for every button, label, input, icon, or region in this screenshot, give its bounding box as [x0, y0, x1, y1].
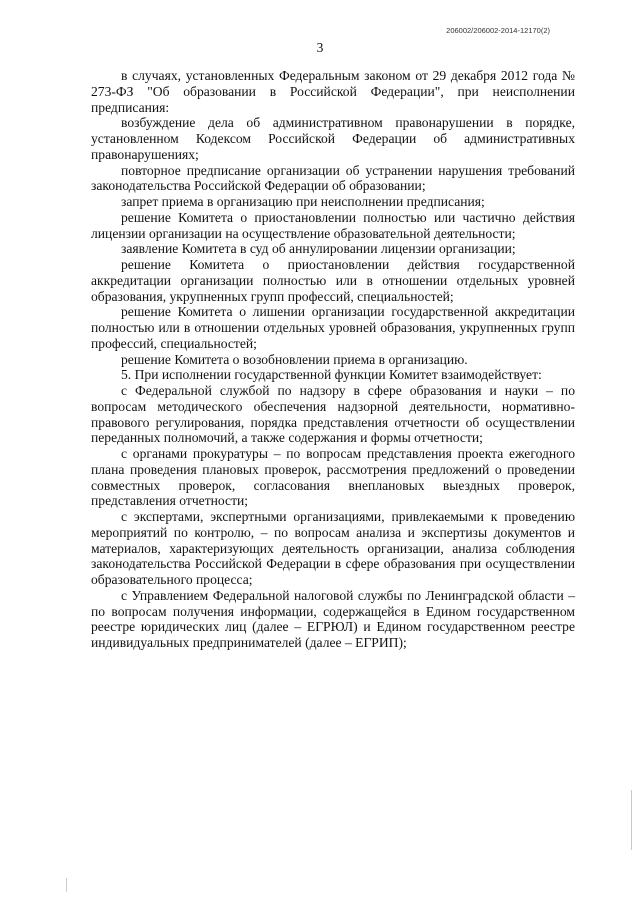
- paragraph: запрет приема в организацию при неисполнении предписания;: [121, 194, 485, 209]
- paragraph: с органами прокуратуры – по вопросам представления проекта ежегодного плана проведения плановых проверок, рассмотрения предложений о проведении совместных проверок, согласования внеплановых выездных проверок, представления отчетности;: [91, 446, 575, 509]
- paragraph: с Управлением Федеральной налоговой службы по Ленинградской области – по вопросам получения информации, содержащейся в Едином государственном реестре юридических лиц (далее – ЕГРЮЛ) и Едином государственном реестре индивидуальных предпринимателей (далее – ЕГРИП);: [91, 587, 575, 650]
- paragraph: с экспертами, экспертными организациями, привлекаемыми к проведению мероприятий по контролю, – по вопросам анализа и экспертизы документов и материалов, характеризующих деятельность организации, анализа соблюдения законодательства Российской Федерации в сфере образования при осуществлении образовательного процесса;: [91, 509, 575, 587]
- paragraph: решение Комитета о лишении организации государственной аккредитации полностью или в отношении отдельных уровней образования, укрупненных групп профессий, специальностей;: [91, 304, 575, 351]
- paragraph: решение Комитета о приостановлении полностью или частично действия лицензии организации на осуществление образовательной деятельности;: [91, 209, 575, 241]
- scan-artifact: [66, 878, 67, 892]
- paragraph: с Федеральной службой по надзору в сфере образования и науки – по вопросам методического обеспечения надзорной деятельности, нормативно-правового регулирования, порядка представления отчетности об осуществлении переданных полномочий, а также содержания и формы отчетности;: [91, 383, 575, 446]
- page-number: 3: [316, 40, 324, 55]
- paragraph: возбуждение дела об административном правонарушении в порядке, установленном Кодексом Российской Федерации об административных правонарушениях;: [91, 115, 575, 162]
- document-id: 206002/206002-2014-12170(2): [446, 26, 550, 35]
- paragraph-section-5: 5. При исполнении государственной функции Комитет взаимодействует:: [121, 367, 542, 383]
- document-body: [91, 68, 575, 651]
- paragraph: решение Комитета о возобновлении приема в организацию.: [121, 351, 468, 367]
- scan-artifact: [631, 790, 632, 850]
- paragraph: повторное предписание организации об устранении нарушения требований законодательства Российской Федерации об образовании;: [91, 162, 575, 194]
- paragraph: заявление Комитета в суд об аннулировании лицензии организации;: [121, 241, 516, 257]
- paragraph: в случаях, установленных Федеральным законом от 29 декабря 2012 года № 273-ФЗ "Об образовании в Российской Федерации", при неисполнении предписания:: [91, 68, 575, 115]
- paragraph: решение Комитета о приостановлении действия государственной аккредитации организации полностью или в отношении отдельных уровней образования, укрупненных групп профессий, специальностей;: [91, 257, 575, 304]
